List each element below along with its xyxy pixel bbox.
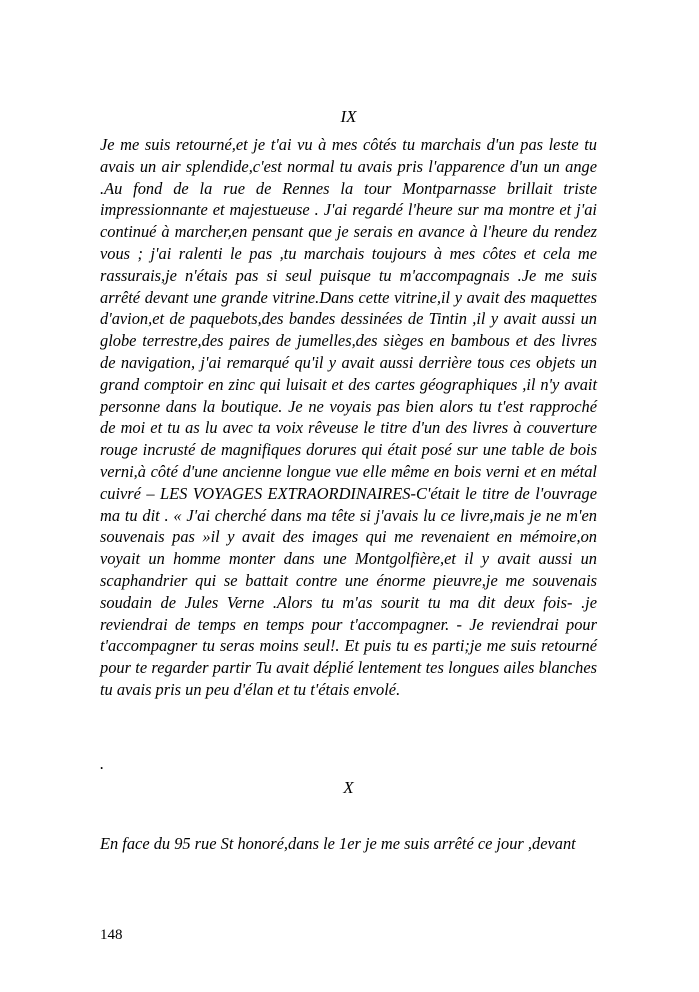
page-number: 148 <box>100 927 123 943</box>
chapter-heading-ix: IX <box>340 107 357 126</box>
chapter-ix-paragraph: Je me suis retourné,et je t'ai vu à mes côtés tu marchais d'un pas leste tu avais un air splendide,c'est normal tu avais pris l'apparence d'un un ange .Au fond de la rue de Rennes la tour Montparnasse brillait triste impressionnante et majestueuse . J'ai regardé l'heure sur ma montre et j'ai continué à marcher,en pensant que je serais en avance à l'heure du rendez vous ; j'ai ralenti le pas ,tu marchais toujours à mes côtes et cela me rassurais,je n'étais pas si seul puisque tu m'accompagnais .Je me suis arrêté devant une grande vitrine.Dans cette vitrine,il y avait des maquettes d'avion,et de paquebots,des bandes dessinées de Tintin ,il y avait aussi un globe terrestre,des paires de jumelles,des sièges en bambous et des livres de navigation, j'ai remarqué qu'il y avait aussi derrière tous ces objets un grand comptoir en zinc qui luisait et des cartes géographiques ,il n'y avait personne dans la boutique. Je ne voyais pas bien alors tu t'est rapproché de moi et tu as lu avec ta voix rêveuse le titre d'un des livres à couverture rouge incrusté de magnifiques dorures qui était posé sur une table de bois verni,à côté d'une ancienne longue vue elle même en bois verni et en métal cuivré – LES VOYAGES EXTRAORDINAIRES-C'était le titre de l'ouvrage ma tu dit . « J'ai cherché dans ma tête si j'avais lu ce livre,mais je ne m'en souvenais pas »il y avait des images qui me revenaient en mémoire,on voyait un homme monter dans une Montgolfière,et il y avait aussi un scaphandrier qui se battait contre une énorme pieuvre,je me souvenais soudain de Jules Verne .Alors tu m'as sourit tu ma dit deux fois- .je reviendrai de temps en temps pour t'accompagner. - Je reviendrai pour t'accompagner tu seras moins seul!. Et puis tu es parti;je me suis retourné pour te regarder partir Tu avait déplié lentement tes longues ailes blanches tu avais pris un peu d'élan et tu t'étais envolé. <box>100 135 597 699</box>
chapter-x-opening-line: En face du 95 rue St honoré,dans le 1er je me suis arrêté ce jour ,devant <box>100 833 576 853</box>
section-separator-dot: . <box>100 753 105 773</box>
chapter-heading-x: X <box>343 777 354 797</box>
